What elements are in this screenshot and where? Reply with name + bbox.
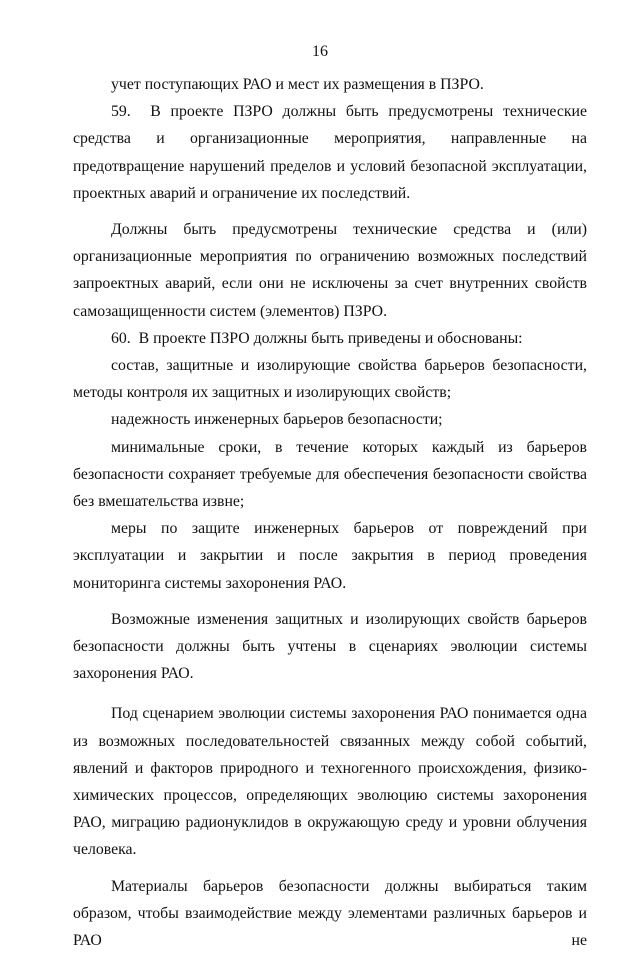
paragraph-minimum-terms: минимальные сроки, в течение которых каждый из барьеров безопасности сохраняет требуемые для обеспечения безопасности свойства без вмешательства извне;: [73, 438, 587, 511]
paragraph-beyond-design-accidents: Должны быть предусмотрены технические средства и (или) организационные мероприятия по ограничению возможных последствий запроектных аварий, если они не исключены за счет внутренних свойств самозащищенности систем (элементов) ПЗРО.: [73, 221, 587, 320]
paragraph-protection-measures: меры по защите инженерных барьеров от повреждений при эксплуатации и закрытии и после закрытия в период проведения мониторинга системы захоронения РАО.: [73, 520, 587, 592]
paragraph-1: учет поступающих РАО и мест их размещения в ПЗРО.: [111, 76, 484, 93]
paragraph-barrier-reliability: надежность инженерных барьеров безопасности;: [111, 411, 443, 429]
paragraph-evolution-scenario: Под сценарием эволюции системы захоронения РАО понимается одна из возможных последовательностей связанных между собой событий, явлений и факторов природного и техногенного происхождения, физико-химических процессов, определяющих эволюцию системы захоронения РАО, миграцию радионуклидов в окружающую среду и уровни облучения человека.: [73, 705, 587, 859]
paragraph-possible-changes: Возможные изменения защитных и изолирующих свойств барьеров безопасности должны быть учтены в сценариях эволюции системы захоронения РАО.: [73, 610, 587, 683]
paragraph-barrier-materials: Материалы барьеров безопасности должны выбираться таким образом, чтобы взаимодействие между элементами различных барьеров и РАО не: [73, 877, 587, 950]
page-number: 16: [312, 43, 328, 60]
document-body: [73, 71, 587, 954]
paragraph-barrier-composition: состав, защитные и изолирующие свойства барьеров безопасности, методы контроля их защитных и изолирующих свойств;: [73, 357, 587, 402]
paragraph-60: 60. В проекте ПЗРО должны быть приведены и обоснованы:: [111, 329, 523, 347]
paragraph-59: 59. В проекте ПЗРО должны быть предусмотрены технические средства и организационные мероприятия, направленные на предотвращение нарушений пределов и условий безопасной эксплуатации, проектных аварий и ограничение их последствий.: [73, 103, 587, 202]
